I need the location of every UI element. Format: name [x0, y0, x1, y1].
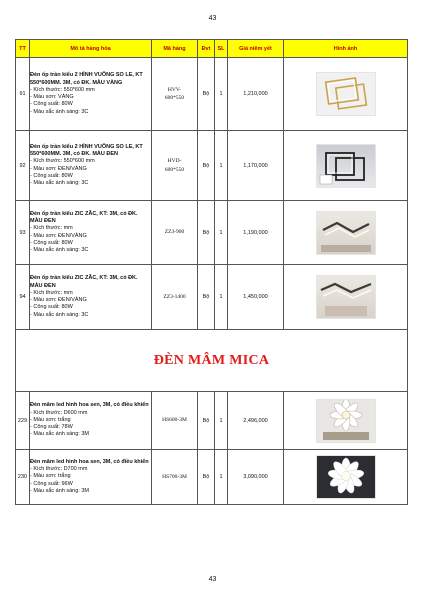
product-title: Đèn ốp trần kiểu 2 HÌNH VUÔNG SO LE, KT 550*600MM. 3M, có ĐK. MÀU ĐEN: [30, 143, 143, 157]
table-header-row: [16, 40, 408, 58]
row-price: 1,170,000: [228, 131, 284, 201]
header-code: Mã hàng: [152, 40, 198, 58]
code-line: HVD-: [167, 158, 182, 165]
row-unit: Bộ: [198, 265, 215, 330]
spec-line: - Màu sơn: ĐEN/VÀNG: [30, 232, 87, 239]
header-unit: Đvt: [198, 40, 215, 58]
row-qty: 1: [215, 58, 228, 131]
table-row: [16, 201, 408, 265]
spec-line: - Màu sơn: trắng: [30, 473, 71, 480]
spec-line: - Công suất: 80W: [30, 101, 73, 108]
row-image-cell: [284, 58, 408, 131]
row-tt: 94: [16, 265, 30, 330]
row-unit: Bộ: [198, 392, 215, 450]
row-description: [30, 265, 152, 330]
row-tt: 229: [16, 392, 30, 450]
header-image: Hình ảnh: [284, 40, 408, 58]
code-line: 600*550: [164, 166, 185, 173]
spec-line: - Công suất: 80W: [30, 304, 73, 311]
spec-line: - Công suất: 96W: [30, 480, 73, 487]
row-price: 3,090,000: [228, 450, 284, 505]
spec-line: - Màu sắc ánh sáng: 3C: [30, 247, 89, 253]
row-code: ZZ3-1400: [152, 265, 198, 330]
ceiling-lamp-zigzag-icon: [316, 211, 376, 255]
header-description: Mô tả hàng hóa: [30, 40, 152, 58]
row-tt: 93: [16, 201, 30, 265]
product-title: Đèn ốp trần kiểu ZIC ZĂC, KT: 3M, có ĐK. MÀU ĐEN: [30, 275, 138, 289]
row-tt: 92: [16, 131, 30, 201]
spec-line: - Công suất: 80W: [30, 172, 73, 179]
header-qty: SL: [215, 40, 228, 58]
spec-line: - Kích thước: mm: [30, 225, 73, 232]
code-line: HVV-: [167, 86, 182, 93]
row-qty: 1: [215, 265, 228, 330]
row-description: [30, 58, 152, 131]
section-row: [16, 330, 408, 392]
spec-line: - Màu sơn: ĐEN/VÀNG: [30, 297, 87, 303]
ceiling-lamp-square-gold-icon: [316, 72, 376, 116]
spec-line: - Kích thước: 550*600 mm: [30, 86, 95, 93]
ceiling-lamp-zigzag-large-icon: [316, 275, 376, 319]
row-unit: Bộ: [198, 58, 215, 131]
table-row: [16, 131, 408, 201]
table-row: [16, 392, 408, 450]
row-unit: Bộ: [198, 201, 215, 265]
row-tt: 91: [16, 58, 30, 131]
row-unit: Bộ: [198, 450, 215, 505]
row-price: 1,190,000: [228, 201, 284, 265]
spec-line: - Màu sơn: ĐEN/VÀNG: [30, 165, 87, 172]
row-description: [30, 392, 152, 450]
row-image-cell: [284, 450, 408, 505]
row-qty: 1: [215, 131, 228, 201]
spec-line: - Màu sắc ánh sáng: 3C: [30, 108, 89, 115]
product-title: Đèn ốp trần kiểu 2 HÌNH VUÔNG SO LE, KT 550*600MM. 3M, có ĐK. MÀU VÀNG: [30, 72, 143, 86]
row-price: 1,450,000: [228, 265, 284, 330]
spec-line: - Màu sơn: trắng: [30, 416, 71, 423]
spec-line: - Kích thước: D600 mm: [30, 409, 88, 416]
spec-line: - Màu sắc ánh sáng: 3M: [30, 431, 90, 438]
product-title: Đèn mâm led hình hoa sen, 3M, có điều khiển: [30, 458, 149, 465]
row-code: [152, 58, 198, 131]
spec-line: - Công suất: 78W: [30, 424, 73, 431]
row-tt: 230: [16, 450, 30, 505]
ceiling-lamp-square-black-icon: [316, 144, 376, 188]
header-price: Giá niêm yết: [228, 40, 284, 58]
spec-line: - Màu sơn: VÀNG: [30, 94, 74, 100]
table-row: [16, 265, 408, 330]
spec-line: - Kích thước: D700 mm: [30, 466, 88, 473]
row-price: 2,496,000: [228, 392, 284, 450]
code-line: 600*550: [164, 95, 185, 101]
product-title: Đèn mâm led hình hoa sen, 3M, có điều khiển: [30, 402, 149, 409]
spec-line: - Màu sắc ánh sáng: 3C: [30, 311, 89, 318]
row-image-cell: [284, 265, 408, 330]
spec-line: - Công suất: 80W: [30, 239, 73, 246]
row-qty: 1: [215, 201, 228, 265]
row-description: [30, 450, 152, 505]
spec-line: - Kích thước: mm: [30, 289, 73, 296]
row-description: [30, 131, 152, 201]
table-row: [16, 450, 408, 505]
spec-line: - Kích thước: 550*600 mm: [30, 158, 95, 165]
row-code: HS700-3M: [152, 450, 198, 505]
row-code: ZZ3-900: [152, 201, 198, 265]
lotus-led-ceiling-lamp-icon: [316, 399, 376, 443]
table-row: [16, 58, 408, 131]
product-title: Đèn ốp trần kiểu ZIC ZĂC, KT: 3M, có ĐK. MÀU ĐEN: [30, 210, 138, 224]
page-number-bottom: 43: [208, 576, 217, 583]
row-code: [152, 131, 198, 201]
row-qty: 1: [215, 392, 228, 450]
spec-line: - Màu sắc ánh sáng: 3C: [30, 180, 89, 186]
section-cell: [16, 330, 408, 392]
row-qty: 1: [215, 450, 228, 505]
row-unit: Bộ: [198, 131, 215, 201]
row-image-cell: [284, 131, 408, 201]
lotus-led-ceiling-lamp-large-icon: [316, 455, 376, 499]
row-description: [30, 201, 152, 265]
product-table: [15, 39, 408, 505]
row-image-cell: [284, 201, 408, 265]
row-price: 1,210,000: [228, 58, 284, 131]
header-tt: TT: [16, 40, 30, 58]
spec-line: - Màu sắc ánh sáng: 3M: [30, 487, 90, 494]
section-title: ĐÈN MÂM MICA: [153, 352, 270, 368]
row-code: HS600-3M: [152, 392, 198, 450]
page-number-top: 43: [208, 15, 217, 22]
row-image-cell: [284, 392, 408, 450]
